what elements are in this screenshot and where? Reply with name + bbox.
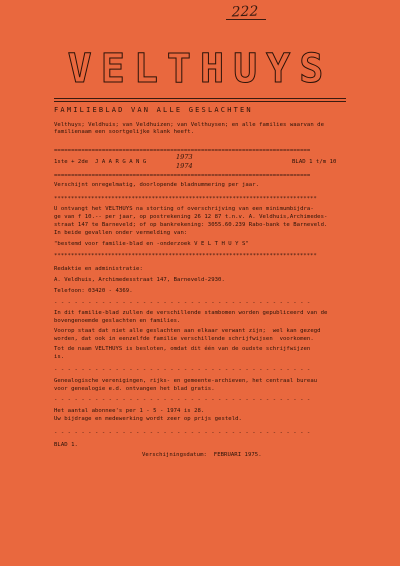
subscription-line-3: straat 147 te Barneveld; of op bankrekening: 3055.60.239 Rabo-bank te Barneveld. xyxy=(54,222,328,228)
intro-line-4: worden, dat ook in eenzelfde familie verschillende schrijfwijsen voorkomen. xyxy=(54,336,314,342)
separator-equals-2: =========================================================================== xyxy=(54,173,311,179)
subscription-line-1: U ontvangt het VELTHUYS na storting of overschrijving van een minimumbijdra- xyxy=(54,206,314,212)
editorial-heading: Redaktie en administratie: xyxy=(54,266,143,272)
separator-stars-1: ****************************************************************************** xyxy=(54,196,317,202)
separator-dashes-1: - - - - - - - - - - - - - - - - - - - - - - - - - - - - - - - - - - - - - - xyxy=(54,300,311,306)
subtitle: FAMILIEBLAD VAN ALLE GESLACHTEN xyxy=(54,106,253,114)
subscribers-line-1: Het aantal abonnee's per 1 - 5 - 1974 is 28. xyxy=(54,408,205,414)
families-line-2: familienaam een soortgelijke klank heeft. xyxy=(54,129,195,135)
footer-blad: BLAD 1. xyxy=(54,442,78,448)
masthead-rule xyxy=(54,98,346,99)
subscription-line-5: "bestemd voor familie-blad en -onderzoek V E L T H U Y S" xyxy=(54,241,249,247)
separator-dashes-4: - - - - - - - - - - - - - - - - - - - - - - - - - - - - - - - - - - - - - - xyxy=(54,430,311,436)
masthead-rule-2 xyxy=(54,101,346,102)
subscription-line-4: In beide gevallen onder vermelding van: xyxy=(54,230,188,236)
subscribers-line-2: Uw bijdrage en medewerking wordt zeer op prijs gesteld. xyxy=(54,416,242,422)
issue-year-2: 1974 xyxy=(176,162,193,170)
issue-year-1: 1973 xyxy=(176,153,193,161)
subscription-line-2: ge van f 10.-- per jaar, op postrekening 26 12 87 t.n.v. A. Veldhuis,Archimedes- xyxy=(54,214,328,220)
separator-dashes-2: - - - - - - - - - - - - - - - - - - - - - - - - - - - - - - - - - - - - - - xyxy=(54,367,311,373)
issue-jaargang: 1ste + 2de J A A R G A N G xyxy=(54,159,147,165)
handwritten-underline xyxy=(226,19,266,20)
intro-line-3: Voorop staat dat niet alle geslachten aan elkaar verwant zijn; wel kan gezegd xyxy=(54,328,321,334)
intro-line-5: Tot de naam VELTHUYS is besloten, omdat dit één van de oudste schrijfwijzen xyxy=(54,346,311,352)
handwritten-archive-number: 222 xyxy=(231,3,259,21)
editorial-phone: Telefoon: 03420 - 4369. xyxy=(54,288,133,294)
separator-equals-1: =========================================================================== xyxy=(54,148,311,154)
frequency-note: Verschijnt onregelmatig, doorlopende bladnummering per jaar. xyxy=(54,182,260,188)
editorial-address: A. Veldhuis, Archimedesstraat 147, Barneveld-2930. xyxy=(54,277,225,283)
families-line-1: Velthuys; Veldhuis; van Veldhuizen; van Velthuysen; en alle families waarvan de xyxy=(54,122,324,128)
genealogy-line-2: voor genealogie e.d. ontvangen het blad gratis. xyxy=(54,386,215,392)
separator-dashes-3: - - - - - - - - - - - - - - - - - - - - - - - - - - - - - - - - - - - - - - xyxy=(54,397,311,403)
intro-line-6: is. xyxy=(54,354,65,360)
footer-date: Verschijningsdatum: FEBRUARI 1975. xyxy=(142,452,262,458)
separator-stars-2: ****************************************************************************** xyxy=(54,253,317,259)
genealogy-line-1: Genealogische verenigingen, rijks- en gemeente-archieven, het centraal bureau xyxy=(54,378,318,384)
masthead-title: VELTHUYS xyxy=(67,46,333,92)
issue-blad-range: BLAD 1 t/m 10 xyxy=(292,159,337,165)
intro-line-1: In dit familie-blad zullen de verschillende stambomen worden gepubliceerd van de xyxy=(54,310,328,316)
intro-line-2: bovengenoemde geslachten en families. xyxy=(54,318,181,324)
